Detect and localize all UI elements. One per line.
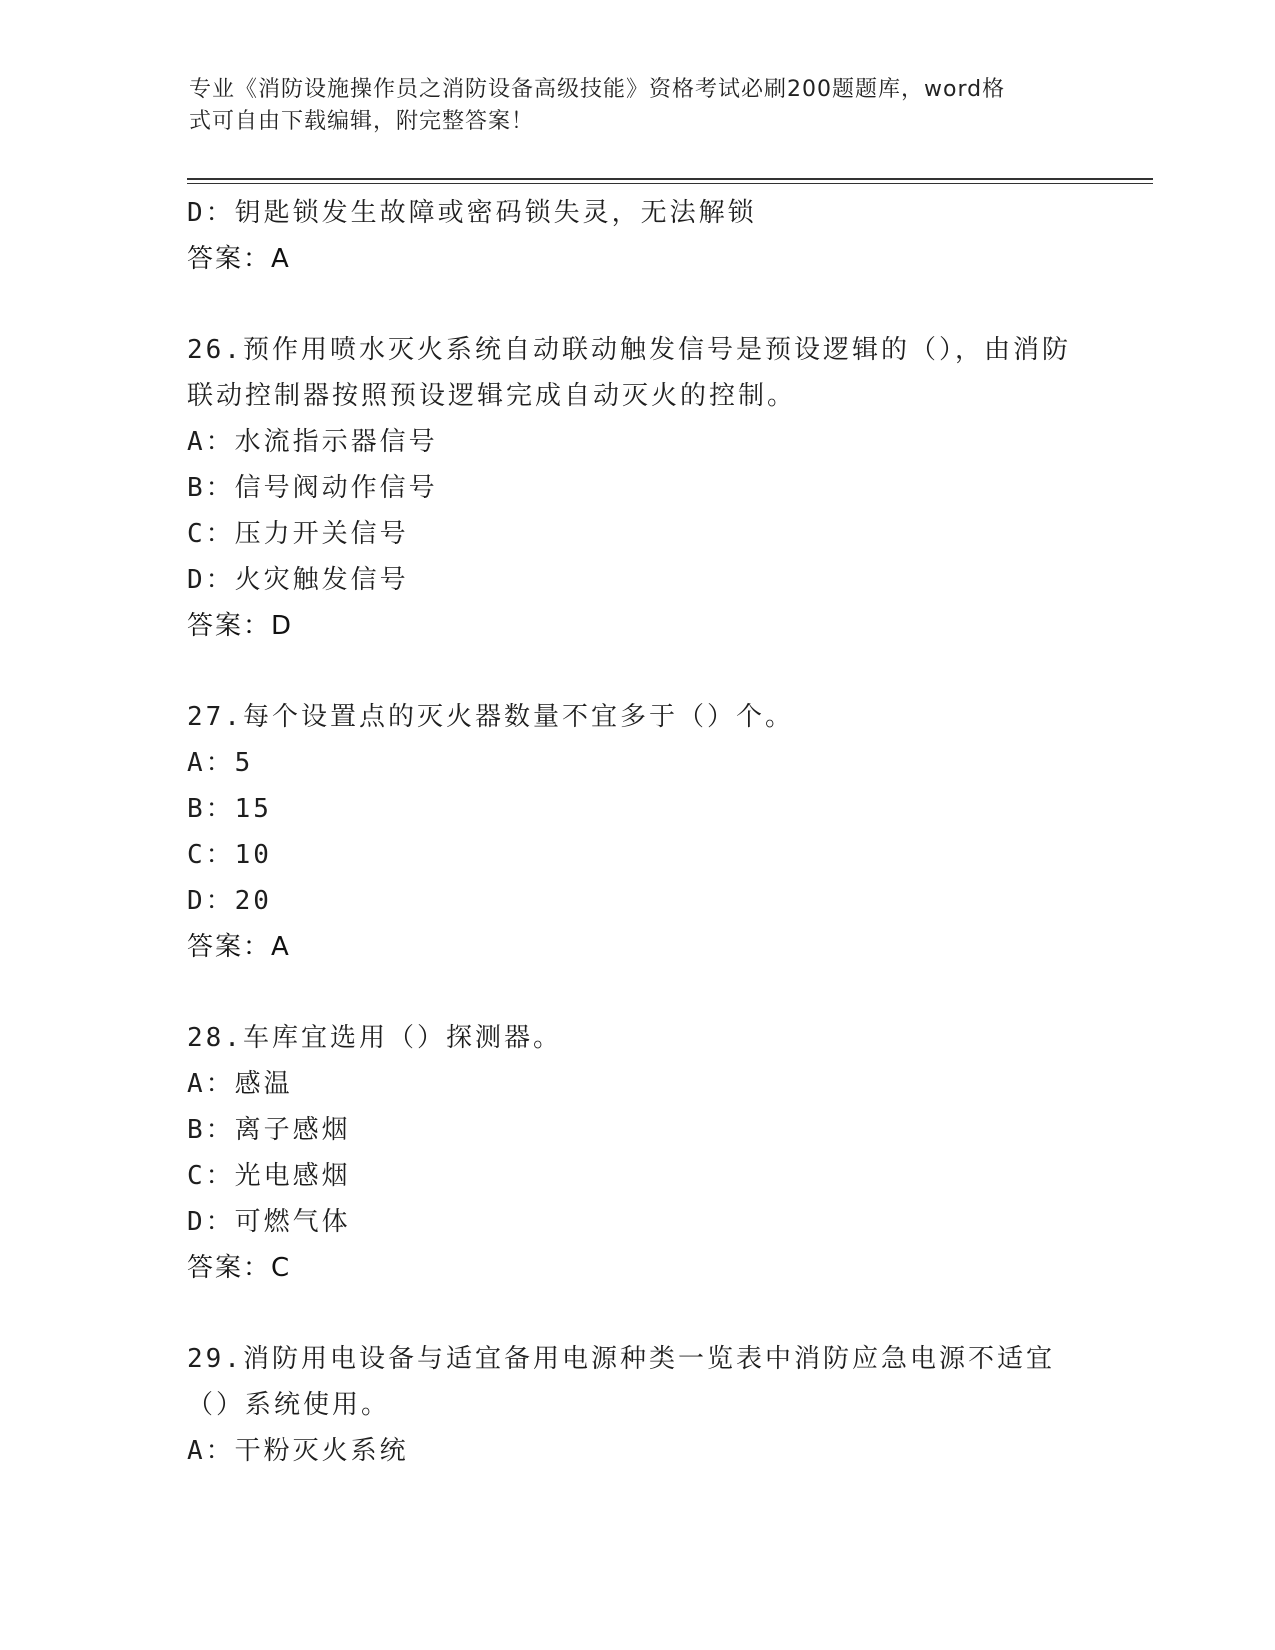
answer: 答案：D [187, 611, 294, 641]
option-a: A：5 [187, 748, 254, 778]
option-a: A：干粉灭火系统 [187, 1436, 409, 1466]
answer: 答案：C [187, 1253, 292, 1283]
header-rule-thin [187, 183, 1153, 184]
question-26 [187, 327, 1087, 649]
option-a: A：感温 [187, 1069, 293, 1099]
question-text: 26.预作用喷水灭火系统自动联动触发信号是预设逻辑的（），由消防联动控制器按照预设逻辑完成自动灭火的控制。 [187, 335, 1071, 411]
answer: 答案：A [187, 932, 291, 962]
header-rule-thick [187, 178, 1153, 180]
question-text: 29.消防用电设备与适宜备用电源种类一览表中消防应急电源不适宜（）系统使用。 [187, 1344, 1055, 1420]
option-c: C：10 [187, 840, 272, 870]
prev-option-d: D：钥匙锁发生故障或密码锁失灵，无法解锁 [187, 198, 757, 228]
header-line-1: 专业《消防设施操作员之消防设备高级技能》资格考试必刷200题题库，word格 [189, 77, 1006, 102]
option-b: B：信号阀动作信号 [187, 473, 438, 503]
option-d: D：20 [187, 886, 272, 916]
question-27 [187, 694, 1087, 970]
question-text: 27.每个设置点的灭火器数量不宜多于（）个。 [187, 702, 794, 732]
option-d: D：火灾触发信号 [187, 565, 409, 595]
option-b: B：15 [187, 794, 272, 824]
option-c: C：压力开关信号 [187, 519, 409, 549]
prev-answer: 答案：A [187, 244, 291, 274]
option-a: A：水流指示器信号 [187, 427, 438, 457]
spacer [187, 282, 1087, 327]
document-header [189, 74, 1069, 138]
question-29 [187, 1336, 1087, 1474]
header-line-2: 式可自由下载编辑，附完整答案！ [189, 109, 535, 134]
question-list [187, 190, 1087, 1474]
option-d: D：可燃气体 [187, 1207, 351, 1237]
spacer [187, 1291, 1087, 1336]
spacer [187, 970, 1087, 1015]
question-28 [187, 1015, 1087, 1291]
option-c: C：光电感烟 [187, 1161, 351, 1191]
question-text: 28.车库宜选用（）探测器。 [187, 1023, 562, 1053]
spacer [187, 649, 1087, 694]
option-b: B：离子感烟 [187, 1115, 351, 1145]
